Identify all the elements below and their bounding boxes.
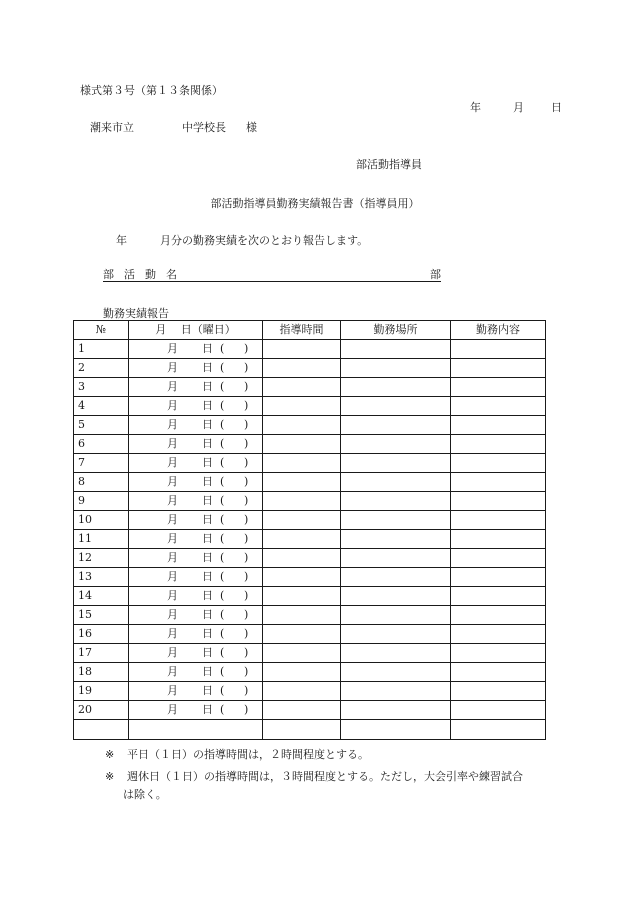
table-row	[74, 340, 546, 359]
row-place-cell[interactable]	[341, 473, 451, 492]
date-month-mark: 月	[167, 418, 178, 431]
weekday-close-paren: )	[244, 494, 249, 507]
weekday-open-paren: (	[220, 551, 225, 564]
row-number: 20	[74, 701, 129, 720]
weekday-open-paren: (	[220, 342, 225, 355]
addressee-school: 中学校長	[182, 121, 226, 134]
row-hours-cell[interactable]	[263, 454, 341, 473]
row-content-cell[interactable]	[451, 397, 546, 416]
intro-sentence	[116, 232, 368, 248]
header-place: 勤務場所	[341, 321, 451, 340]
row-content-cell[interactable]	[451, 435, 546, 454]
row-place-cell[interactable]	[341, 416, 451, 435]
row-place-cell[interactable]	[341, 435, 451, 454]
date-day-mark: 日	[202, 380, 213, 393]
row-date-cell[interactable]	[129, 606, 263, 625]
row-date-cell[interactable]	[129, 587, 263, 606]
row-place-cell[interactable]	[341, 454, 451, 473]
weekday-close-paren: )	[244, 475, 249, 488]
date-day-mark: 日	[202, 665, 213, 678]
weekday-close-paren: )	[244, 380, 249, 393]
blank-cell	[129, 720, 263, 740]
date-day-mark: 日	[202, 627, 213, 640]
note-weekday-text: 平日（１日）の指導時間は，２時間程度とする。	[127, 748, 369, 761]
table-row	[74, 435, 546, 454]
weekday-close-paren: )	[244, 399, 249, 412]
weekday-close-paren: )	[244, 703, 249, 716]
weekday-open-paren: (	[220, 456, 225, 469]
row-number: 10	[74, 511, 129, 530]
row-date-cell[interactable]	[129, 378, 263, 397]
row-hours-cell[interactable]	[263, 606, 341, 625]
row-date-cell[interactable]	[129, 625, 263, 644]
weekday-open-paren: (	[220, 608, 225, 621]
table-row	[74, 511, 546, 530]
row-date-cell[interactable]	[129, 663, 263, 682]
row-date-cell[interactable]	[129, 397, 263, 416]
note-mark: ※	[105, 770, 115, 783]
row-place-cell[interactable]	[341, 568, 451, 587]
weekday-open-paren: (	[220, 627, 225, 640]
row-date-cell[interactable]	[129, 549, 263, 568]
row-hours-cell[interactable]	[263, 530, 341, 549]
weekday-open-paren: (	[220, 494, 225, 507]
row-content-cell[interactable]	[451, 701, 546, 720]
row-content-cell[interactable]	[451, 492, 546, 511]
row-content-cell[interactable]	[451, 530, 546, 549]
date-day-mark: 日	[202, 399, 213, 412]
date-day-mark: 日	[202, 342, 213, 355]
blank-hours-cell[interactable]	[263, 720, 341, 740]
table-blank-row	[74, 720, 546, 740]
weekday-open-paren: (	[220, 589, 225, 602]
row-hours-cell[interactable]	[263, 644, 341, 663]
table-row	[74, 473, 546, 492]
weekday-close-paren: )	[244, 684, 249, 697]
row-content-cell[interactable]	[451, 511, 546, 530]
weekday-close-paren: )	[244, 532, 249, 545]
row-place-cell[interactable]	[341, 701, 451, 720]
weekday-close-paren: )	[244, 608, 249, 621]
weekday-close-paren: )	[244, 589, 249, 602]
row-content-cell[interactable]	[451, 568, 546, 587]
row-number: 15	[74, 606, 129, 625]
date-day-mark: 日	[202, 589, 213, 602]
row-hours-cell[interactable]	[263, 359, 341, 378]
row-content-cell[interactable]	[451, 378, 546, 397]
table-row	[74, 397, 546, 416]
row-place-cell[interactable]	[341, 359, 451, 378]
date-day-mark: 日	[202, 684, 213, 697]
weekday-open-paren: (	[220, 532, 225, 545]
row-place-cell[interactable]	[341, 530, 451, 549]
weekday-close-paren: )	[244, 627, 249, 640]
date-day-mark: 日	[202, 437, 213, 450]
row-date-cell[interactable]	[129, 454, 263, 473]
row-date-cell[interactable]	[129, 359, 263, 378]
weekday-open-paren: (	[220, 475, 225, 488]
row-number: 4	[74, 397, 129, 416]
weekday-open-paren: (	[220, 513, 225, 526]
date-month-mark: 月	[167, 456, 178, 469]
weekday-open-paren: (	[220, 399, 225, 412]
intro-text: 月分の勤務実績を次のとおり報告します。	[160, 234, 369, 247]
row-number: 18	[74, 663, 129, 682]
row-date-cell[interactable]	[129, 530, 263, 549]
addressee	[90, 119, 257, 135]
weekday-close-paren: )	[244, 342, 249, 355]
row-content-cell[interactable]	[451, 587, 546, 606]
row-number: 12	[74, 549, 129, 568]
row-hours-cell[interactable]	[263, 682, 341, 701]
date-day-mark: 日	[202, 608, 213, 621]
blank-cell	[451, 720, 546, 740]
row-number: 6	[74, 435, 129, 454]
row-hours-cell[interactable]	[263, 549, 341, 568]
date-month-mark: 月	[167, 646, 178, 659]
date-day-mark: 日	[202, 703, 213, 716]
date-day-mark: 日	[202, 551, 213, 564]
row-content-cell[interactable]	[451, 606, 546, 625]
table-row	[74, 663, 546, 682]
blank-cell	[341, 720, 451, 740]
row-content-cell[interactable]	[451, 549, 546, 568]
date-month-mark: 月	[167, 361, 178, 374]
date-month-mark: 月	[167, 551, 178, 564]
row-content-cell[interactable]	[451, 454, 546, 473]
row-place-cell[interactable]	[341, 340, 451, 359]
club-name-label: 部活動名	[103, 268, 187, 281]
weekday-close-paren: )	[244, 437, 249, 450]
date-month-mark: 月	[167, 494, 178, 507]
weekday-close-paren: )	[244, 361, 249, 374]
row-hours-cell[interactable]	[263, 701, 341, 720]
row-number: 3	[74, 378, 129, 397]
table-row	[74, 568, 546, 587]
row-hours-cell[interactable]	[263, 378, 341, 397]
addressee-city: 潮来市立	[90, 121, 134, 134]
date-day-mark: 日	[202, 494, 213, 507]
row-place-cell[interactable]	[341, 644, 451, 663]
sender-title: 部活動指導員	[356, 158, 422, 171]
date-month-mark: 月	[167, 684, 178, 697]
weekday-close-paren: )	[244, 513, 249, 526]
date-month-mark: 月	[167, 399, 178, 412]
row-number: 11	[74, 530, 129, 549]
date-line	[470, 99, 562, 115]
row-date-cell[interactable]	[129, 416, 263, 435]
row-number: 8	[74, 473, 129, 492]
row-place-cell[interactable]	[341, 492, 451, 511]
weekday-open-paren: (	[220, 646, 225, 659]
date-month-mark: 月	[167, 665, 178, 678]
date-month-mark: 月	[167, 570, 178, 583]
row-content-cell[interactable]	[451, 663, 546, 682]
note-holiday-continued: は除く。	[123, 788, 167, 801]
date-month-mark: 月	[167, 475, 178, 488]
table-row	[74, 492, 546, 511]
row-place-cell[interactable]	[341, 625, 451, 644]
weekday-close-paren: )	[244, 570, 249, 583]
date-month-mark: 月	[167, 513, 178, 526]
row-content-cell[interactable]	[451, 416, 546, 435]
weekday-open-paren: (	[220, 437, 225, 450]
row-hours-cell[interactable]	[263, 568, 341, 587]
addressee-honorific: 様	[246, 121, 257, 134]
weekday-close-paren: )	[244, 551, 249, 564]
header-hours: 指導時間	[263, 321, 341, 340]
weekday-open-paren: (	[220, 380, 225, 393]
date-day-mark: 日	[202, 456, 213, 469]
row-hours-cell[interactable]	[263, 511, 341, 530]
weekday-close-paren: )	[244, 646, 249, 659]
row-content-cell[interactable]	[451, 359, 546, 378]
table-row	[74, 530, 546, 549]
row-hours-cell[interactable]	[263, 663, 341, 682]
header-date: 月 日（曜日）	[129, 321, 263, 340]
table-header-row	[74, 321, 546, 340]
row-date-cell[interactable]	[129, 644, 263, 663]
date-month-label: 月	[513, 101, 524, 114]
row-date-cell[interactable]	[129, 340, 263, 359]
row-place-cell[interactable]	[341, 378, 451, 397]
row-number: 14	[74, 587, 129, 606]
date-month-mark: 月	[167, 532, 178, 545]
club-name-line	[103, 266, 441, 282]
form-number: 様式第３号（第１３条関係）	[80, 84, 223, 97]
row-content-cell[interactable]	[451, 682, 546, 701]
table-row	[74, 606, 546, 625]
date-day-mark: 日	[202, 418, 213, 431]
row-number: 13	[74, 568, 129, 587]
row-hours-cell[interactable]	[263, 587, 341, 606]
date-month-mark: 月	[167, 342, 178, 355]
row-date-cell[interactable]	[129, 435, 263, 454]
date-year-label: 年	[470, 101, 481, 114]
row-content-cell[interactable]	[451, 625, 546, 644]
date-day-mark: 日	[202, 570, 213, 583]
weekday-open-paren: (	[220, 570, 225, 583]
weekday-open-paren: (	[220, 703, 225, 716]
table-row	[74, 416, 546, 435]
row-date-cell[interactable]	[129, 701, 263, 720]
row-date-cell[interactable]	[129, 511, 263, 530]
row-place-cell[interactable]	[341, 397, 451, 416]
table-row	[74, 625, 546, 644]
note-mark: ※	[105, 748, 115, 761]
row-number: 2	[74, 359, 129, 378]
row-number: 17	[74, 644, 129, 663]
row-place-cell[interactable]	[341, 663, 451, 682]
club-name-suffix: 部	[430, 268, 441, 281]
row-place-cell[interactable]	[341, 549, 451, 568]
date-month-mark: 月	[167, 589, 178, 602]
table-row	[74, 644, 546, 663]
weekday-open-paren: (	[220, 684, 225, 697]
table-row	[74, 701, 546, 720]
row-date-cell[interactable]	[129, 492, 263, 511]
date-day-mark: 日	[202, 513, 213, 526]
date-month-mark: 月	[167, 703, 178, 716]
intro-year-label: 年	[116, 234, 127, 247]
date-day-mark: 日	[202, 475, 213, 488]
row-date-cell[interactable]	[129, 473, 263, 492]
row-place-cell[interactable]	[341, 682, 451, 701]
date-day-label: 日	[551, 101, 562, 114]
weekday-open-paren: (	[220, 361, 225, 374]
row-place-cell[interactable]	[341, 587, 451, 606]
table-row	[74, 549, 546, 568]
weekday-open-paren: (	[220, 418, 225, 431]
row-number: 16	[74, 625, 129, 644]
date-month-mark: 月	[167, 380, 178, 393]
date-day-mark: 日	[202, 646, 213, 659]
date-month-mark: 月	[167, 608, 178, 621]
document-title: 部活動指導員勤務実績報告書（指導員用）	[210, 197, 420, 210]
weekday-close-paren: )	[244, 418, 249, 431]
date-month-mark: 月	[167, 437, 178, 450]
row-place-cell[interactable]	[341, 511, 451, 530]
row-date-cell[interactable]	[129, 682, 263, 701]
table-row	[74, 682, 546, 701]
table-row	[74, 454, 546, 473]
row-content-cell[interactable]	[451, 644, 546, 663]
row-content-cell[interactable]	[451, 340, 546, 359]
note-weekday	[105, 746, 369, 762]
work-record-table	[73, 320, 546, 740]
blank-cell	[74, 720, 129, 740]
table-row	[74, 378, 546, 397]
note-holiday	[105, 768, 523, 784]
row-place-cell[interactable]	[341, 606, 451, 625]
date-month-mark: 月	[167, 627, 178, 640]
row-hours-cell[interactable]	[263, 492, 341, 511]
row-number: 9	[74, 492, 129, 511]
row-hours-cell[interactable]	[263, 397, 341, 416]
row-hours-cell[interactable]	[263, 340, 341, 359]
row-hours-cell[interactable]	[263, 416, 341, 435]
row-hours-cell[interactable]	[263, 625, 341, 644]
row-number: 5	[74, 416, 129, 435]
note-holiday-text: 週休日（１日）の指導時間は，３時間程度とする。ただし，大会引率や練習試合	[127, 770, 523, 783]
row-hours-cell[interactable]	[263, 473, 341, 492]
weekday-close-paren: )	[244, 665, 249, 678]
header-no: №	[74, 321, 129, 340]
row-hours-cell[interactable]	[263, 435, 341, 454]
date-day-mark: 日	[202, 361, 213, 374]
weekday-close-paren: )	[244, 456, 249, 469]
table-row	[74, 359, 546, 378]
table-row	[74, 587, 546, 606]
row-number: 7	[74, 454, 129, 473]
row-number: 1	[74, 340, 129, 359]
row-content-cell[interactable]	[451, 473, 546, 492]
row-date-cell[interactable]	[129, 568, 263, 587]
row-number: 19	[74, 682, 129, 701]
header-content: 勤務内容	[451, 321, 546, 340]
weekday-open-paren: (	[220, 665, 225, 678]
table-caption: 勤務実績報告	[103, 307, 169, 320]
date-day-mark: 日	[202, 532, 213, 545]
